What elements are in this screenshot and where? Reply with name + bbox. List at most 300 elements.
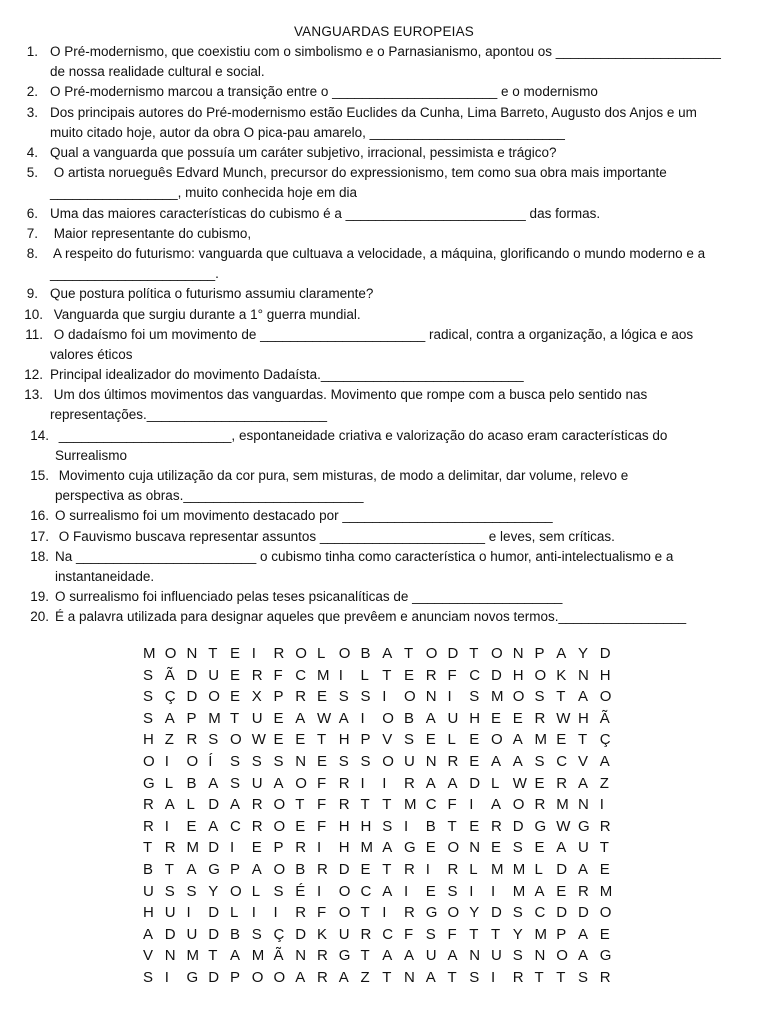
- word-search-letter: C: [425, 796, 437, 814]
- word-search-letter: U: [208, 666, 220, 684]
- word-search-letter: A: [578, 860, 589, 878]
- word-search-letter: F: [273, 666, 283, 684]
- word-search-letter: S: [143, 666, 154, 684]
- word-search-letter: I: [317, 882, 322, 900]
- question-item: [0, 527, 768, 547]
- word-search-letter: O: [599, 904, 612, 922]
- word-search-letter: P: [186, 709, 197, 727]
- word-search-letter: L: [534, 860, 543, 878]
- word-search-letter: I: [338, 666, 343, 684]
- word-search-letter: H: [469, 709, 481, 727]
- question-number: 9.: [26, 286, 38, 302]
- word-search-letter: H: [143, 731, 154, 749]
- word-search-row: [143, 902, 622, 924]
- word-search-letter: B: [404, 709, 415, 727]
- word-search-letter: I: [469, 882, 474, 900]
- word-search-letter: M: [317, 666, 330, 684]
- word-search-letter: U: [251, 774, 263, 792]
- question-number: 17.: [30, 528, 49, 544]
- word-search-letter: N: [404, 968, 415, 986]
- word-search-letter: G: [534, 817, 547, 835]
- question-text: Maior representante do cubismo,: [50, 225, 252, 241]
- word-search-letter: O: [338, 882, 351, 900]
- question-text: valores éticos: [50, 346, 133, 362]
- word-search-letter: G: [425, 904, 438, 922]
- word-search-letter: O: [382, 709, 394, 727]
- word-search-letter: A: [164, 796, 175, 814]
- word-search-letter: G: [404, 839, 416, 857]
- word-search-letter: I: [469, 796, 474, 814]
- word-search-letter: A: [382, 882, 393, 900]
- word-search-letter: I: [360, 774, 365, 792]
- question-item: [0, 42, 768, 82]
- word-search-letter: S: [382, 817, 393, 835]
- word-search-letter: I: [317, 839, 322, 857]
- question-item: [0, 466, 768, 506]
- word-search-letter: Y: [512, 925, 523, 943]
- word-search-letter: A: [338, 709, 349, 727]
- word-search-letter: O: [382, 752, 394, 770]
- word-search-letter: R: [317, 947, 328, 965]
- word-search-letter: A: [578, 925, 589, 943]
- word-search-letter: G: [599, 947, 612, 965]
- word-search-letter: D: [512, 817, 524, 835]
- word-search-letter: O: [295, 774, 307, 792]
- word-search-letter: I: [425, 860, 430, 878]
- word-search-letter: D: [164, 925, 176, 943]
- word-search-letter: S: [230, 774, 241, 792]
- word-search-letter: R: [360, 925, 372, 943]
- word-search-letter: E: [230, 645, 241, 662]
- word-search-letter: E: [186, 817, 197, 835]
- word-search-letter: A: [382, 645, 393, 662]
- word-search-letter: R: [534, 709, 546, 727]
- word-search-letter: A: [273, 774, 284, 792]
- word-search-letter: Ç: [273, 925, 285, 943]
- word-search-letter: U: [491, 947, 502, 965]
- word-search-letter: H: [578, 709, 589, 727]
- question-item: [0, 547, 768, 587]
- word-search-letter: A: [512, 731, 523, 749]
- question-text: O surrealismo foi um movimento destacado por ____________________________: [55, 508, 553, 524]
- word-search-letter: A: [556, 645, 567, 662]
- word-search-row: [143, 837, 622, 859]
- word-search-letter: P: [273, 839, 284, 857]
- word-search-letter: N: [425, 752, 437, 770]
- question-item: [0, 587, 768, 607]
- word-search-letter: F: [317, 774, 327, 792]
- word-search-letter: I: [186, 904, 191, 922]
- word-search-letter: M: [512, 882, 526, 900]
- word-search-letter: D: [491, 904, 502, 922]
- word-search-letter: T: [491, 925, 501, 943]
- word-search-letter: O: [164, 645, 177, 662]
- word-search-letter: U: [404, 752, 415, 770]
- word-search-letter: U: [425, 947, 437, 965]
- word-search-letter: E: [534, 839, 545, 857]
- word-search-letter: N: [295, 752, 307, 770]
- word-search-letter: R: [447, 860, 459, 878]
- word-search-letter: O: [273, 796, 286, 814]
- word-search-letter: R: [512, 968, 524, 986]
- word-search-letter: R: [404, 860, 415, 878]
- question-text: Um dos últimos movimentos das vanguardas. Movimento que rompe com a busca pelo sentido nas: [50, 387, 648, 403]
- questions-list: [0, 42, 768, 628]
- word-search-letter: A: [491, 752, 502, 770]
- word-search-letter: T: [143, 839, 153, 857]
- word-search-letter: R: [186, 731, 198, 749]
- question-text: Que postura política o futurismo assumiu claramente?: [50, 286, 374, 302]
- question-number: 2.: [26, 84, 38, 100]
- question-text: Dos principais autores do Pré-modernismo estão Euclides da Cunha, Lima Barreto, Augusto dos Anjos e um: [50, 104, 697, 120]
- word-search-letter: O: [404, 688, 416, 706]
- word-search-letter: O: [447, 839, 460, 857]
- word-search-letter: T: [317, 731, 327, 749]
- word-search-letter: F: [447, 796, 457, 814]
- word-search-letter: A: [578, 774, 589, 792]
- word-search-letter: T: [230, 709, 240, 727]
- question-number: 18.: [30, 548, 49, 564]
- word-search-letter: Y: [208, 882, 219, 900]
- word-search-letter: O: [208, 688, 220, 706]
- word-search-letter: I: [164, 752, 169, 770]
- word-search-letter: O: [273, 860, 286, 878]
- word-search-letter: D: [186, 666, 198, 684]
- word-search-letter: Ã: [164, 666, 175, 684]
- question-number: 19.: [30, 589, 49, 605]
- word-search-letter: G: [338, 947, 351, 965]
- word-search-letter: A: [425, 774, 436, 792]
- word-search-row: [143, 643, 622, 665]
- word-search-letter: A: [382, 947, 393, 965]
- question-text: A respeito do futurismo: vanguarda que cultuava a velocidade, a máquina, glorificando o mundo moderno e a: [50, 245, 706, 261]
- word-search-letter: R: [251, 796, 263, 814]
- word-search-letter: M: [360, 839, 373, 857]
- word-search-letter: O: [425, 645, 438, 662]
- word-search-letter: O: [251, 968, 264, 986]
- word-search-letter: Ã: [599, 709, 610, 727]
- word-search-letter: W: [556, 709, 571, 727]
- word-search-letter: D: [491, 666, 502, 684]
- word-search-letter: N: [469, 947, 481, 965]
- question-item: [0, 325, 768, 365]
- question-item: [0, 365, 768, 385]
- word-search-letter: M: [251, 947, 265, 965]
- question-number: 14.: [30, 427, 49, 443]
- word-search-letter: A: [534, 882, 545, 900]
- word-search-letter: R: [404, 774, 415, 792]
- word-search-letter: D: [578, 904, 589, 922]
- word-search-row: [143, 751, 622, 773]
- word-search-letter: K: [556, 666, 567, 684]
- word-search-letter: I: [360, 709, 365, 727]
- word-search-letter: Z: [360, 968, 370, 986]
- word-search-letter: T: [208, 645, 218, 662]
- word-search-letter: E: [404, 666, 415, 684]
- word-search-letter: E: [599, 860, 610, 878]
- word-search-letter: N: [512, 645, 524, 662]
- word-search-letter: A: [382, 839, 393, 857]
- question-item: [0, 82, 768, 102]
- word-search-letter: C: [360, 882, 372, 900]
- word-search-letter: R: [164, 839, 176, 857]
- question-text: Qual a vanguarda que possuía um caráter subjetivo, irracional, pessimista e trágico?: [50, 144, 557, 160]
- word-search-letter: S: [425, 925, 436, 943]
- word-search-letter: M: [186, 839, 199, 857]
- word-search-letter: S: [338, 752, 349, 770]
- word-search-letter: R: [251, 817, 263, 835]
- word-search-row: [143, 816, 622, 838]
- question-number: 13.: [24, 387, 43, 403]
- word-search-letter: T: [360, 796, 370, 814]
- word-search-letter: L: [251, 882, 261, 900]
- word-search-letter: O: [447, 904, 460, 922]
- word-search-letter: O: [338, 904, 351, 922]
- question-text: Principal idealizador do movimento Dadaísta.___________________________: [50, 367, 524, 383]
- word-search-letter: R: [338, 774, 350, 792]
- word-search-letter: T: [469, 925, 479, 943]
- word-search-letter: A: [295, 968, 306, 986]
- word-search-letter: E: [295, 731, 306, 749]
- word-search-letter: A: [143, 925, 154, 943]
- question-number: 6.: [26, 205, 38, 221]
- word-search-letter: T: [556, 688, 566, 706]
- question-text: muito citado hoje, autor da obra O pica-pau amarelo, __________________________: [50, 124, 565, 140]
- question-text: O Pré-modernismo, que coexistiu com o simbolismo e o Parnasianismo, apontou os ______________________: [50, 44, 721, 59]
- word-search-letter: R: [295, 904, 307, 922]
- word-search-letter: C: [556, 752, 568, 770]
- word-search-letter: L: [447, 731, 456, 749]
- question-text: Uma das maiores características do cubismo é a ________________________ das formas.: [50, 205, 601, 221]
- word-search-letter: D: [208, 968, 220, 986]
- word-search-letter: I: [164, 817, 169, 835]
- word-search-letter: E: [317, 688, 328, 706]
- question-item: [0, 426, 768, 466]
- word-search-letter: E: [295, 817, 306, 835]
- word-search-row: [143, 729, 622, 751]
- word-search-letter: S: [360, 688, 371, 706]
- question-number: 11.: [25, 326, 43, 342]
- word-search-letter: S: [273, 752, 284, 770]
- word-search-letter: N: [295, 947, 307, 965]
- word-search-row: [143, 686, 622, 708]
- word-search-letter: Z: [599, 774, 609, 792]
- question-number: 4.: [26, 144, 38, 160]
- question-text: ______________________.: [50, 266, 219, 282]
- word-search-letter: E: [469, 752, 480, 770]
- word-search-letter: O: [338, 645, 351, 662]
- word-search-letter: S: [186, 882, 197, 900]
- word-search-letter: E: [556, 882, 567, 900]
- word-search-row: [143, 945, 622, 967]
- word-search-letter: U: [251, 709, 263, 727]
- word-search-letter: R: [425, 666, 437, 684]
- word-search-letter: A: [447, 774, 458, 792]
- word-search-letter: E: [273, 709, 284, 727]
- word-search-letter: T: [599, 839, 609, 857]
- question-item: [0, 143, 768, 163]
- word-search-letter: É: [295, 882, 306, 900]
- word-search-letter: P: [230, 860, 241, 878]
- word-search-letter: R: [599, 817, 611, 835]
- word-search-letter: F: [404, 925, 414, 943]
- word-search-letter: F: [447, 925, 457, 943]
- word-search-letter: A: [425, 709, 436, 727]
- word-search-letter: A: [186, 860, 197, 878]
- word-search-letter: F: [317, 817, 327, 835]
- word-search-letter: I: [382, 688, 387, 706]
- word-search-letter: A: [556, 839, 567, 857]
- word-search-letter: S: [404, 731, 415, 749]
- word-search-row: [143, 773, 622, 795]
- word-search-letter: P: [556, 925, 567, 943]
- word-search-letter: D: [556, 904, 568, 922]
- word-search-letter: S: [143, 709, 154, 727]
- word-search-letter: O: [143, 752, 155, 770]
- word-search-row: [143, 881, 622, 903]
- word-search-letter: M: [404, 796, 417, 814]
- word-search-letter: C: [382, 925, 394, 943]
- word-search-letter: O: [230, 882, 242, 900]
- word-search-letter: S: [360, 752, 371, 770]
- word-search-letter: Ç: [164, 688, 176, 706]
- word-search-letter: R: [534, 796, 546, 814]
- word-search-letter: R: [317, 968, 328, 986]
- word-search-letter: S: [273, 882, 284, 900]
- word-search-letter: F: [447, 666, 457, 684]
- question-text: _________________, muito conhecida hoje em dia: [50, 185, 357, 201]
- word-search-letter: R: [317, 860, 328, 878]
- word-search-letter: A: [208, 774, 219, 792]
- word-search-letter: R: [599, 968, 611, 986]
- word-search-letter: T: [534, 968, 544, 986]
- word-search-letter: T: [556, 968, 566, 986]
- word-search-letter: L: [164, 774, 174, 792]
- word-search-letter: N: [186, 645, 198, 662]
- word-search-letter: H: [512, 666, 524, 684]
- question-text: É a palavra utilizada para designar aqueles que prevêem e anunciam novos termos._________________: [55, 609, 687, 625]
- word-search-letter: M: [186, 947, 199, 965]
- word-search-letter: T: [164, 860, 174, 878]
- word-search-letter: I: [164, 968, 169, 986]
- word-search-letter: U: [143, 882, 154, 900]
- question-item: [0, 103, 768, 143]
- question-text: Na ________________________ o cubismo tinha como característica o humor, anti-intelectualismo e a: [55, 548, 674, 564]
- word-search-letter: V: [143, 947, 154, 965]
- word-search-letter: T: [447, 817, 457, 835]
- word-search-letter: R: [338, 796, 350, 814]
- word-search-letter: S: [512, 839, 523, 857]
- word-search-letter: N: [164, 947, 176, 965]
- question-text: Surrealismo: [55, 447, 128, 463]
- word-search-letter: O: [230, 731, 242, 749]
- word-search-letter: I: [491, 882, 496, 900]
- question-text: perspectiva as obras.________________________: [55, 488, 364, 504]
- word-search-letter: T: [578, 731, 588, 749]
- word-search-letter: D: [338, 860, 350, 878]
- word-search-letter: H: [338, 731, 350, 749]
- word-search-letter: S: [512, 904, 523, 922]
- word-search-letter: M: [143, 645, 156, 662]
- word-search-letter: M: [534, 731, 547, 749]
- word-search-letter: I: [230, 839, 235, 857]
- word-search-letter: E: [469, 817, 480, 835]
- word-search-letter: S: [578, 968, 589, 986]
- word-search-letter: E: [556, 731, 567, 749]
- word-search-letter: W: [317, 709, 332, 727]
- word-search-letter: D: [295, 925, 307, 943]
- word-search-letter: T: [382, 796, 392, 814]
- word-search-letter: M: [491, 860, 504, 878]
- word-search-letter: I: [491, 968, 496, 986]
- word-search-row: [143, 794, 622, 816]
- word-search-letter: A: [404, 947, 415, 965]
- word-search-letter: C: [534, 904, 546, 922]
- question-number: 7.: [26, 225, 38, 241]
- word-search-letter: O: [599, 688, 612, 706]
- question-item: [0, 244, 768, 284]
- word-search-letter: S: [208, 731, 219, 749]
- word-search-letter: R: [491, 817, 502, 835]
- word-search-letter: A: [338, 968, 349, 986]
- word-search-letter: U: [578, 839, 589, 857]
- word-search-letter: C: [230, 817, 241, 835]
- word-search-letter: O: [273, 968, 286, 986]
- word-search-letter: O: [556, 947, 568, 965]
- word-search-letter: Ã: [273, 947, 284, 965]
- word-search-letter: E: [491, 839, 502, 857]
- word-search-letter: S: [338, 688, 349, 706]
- word-search-letter: R: [143, 796, 154, 814]
- word-search-letter: L: [491, 774, 500, 792]
- word-search-letter: A: [425, 968, 436, 986]
- word-search-letter: I: [273, 904, 278, 922]
- word-search-letter: H: [338, 839, 350, 857]
- word-search-grid: [143, 643, 622, 989]
- question-number: 12.: [24, 367, 43, 383]
- word-search-letter: T: [382, 666, 392, 684]
- question-item: [0, 284, 768, 304]
- word-search-letter: G: [143, 774, 155, 792]
- word-search-letter: T: [360, 904, 370, 922]
- word-search-letter: F: [317, 904, 327, 922]
- word-search-letter: A: [491, 796, 502, 814]
- question-text: O artista norueguês Edvard Munch, precursor do expressionismo, tem como sua obra mais importante: [50, 165, 667, 181]
- word-search-letter: A: [164, 709, 175, 727]
- word-search-letter: I: [251, 645, 256, 662]
- word-search-letter: E: [469, 731, 480, 749]
- word-search-letter: M: [534, 925, 547, 943]
- word-search-letter: D: [208, 925, 220, 943]
- word-search-letter: S: [534, 688, 545, 706]
- question-text: representações.________________________: [50, 407, 328, 423]
- word-search-letter: D: [469, 774, 481, 792]
- word-search-letter: A: [295, 709, 306, 727]
- word-search-letter: Z: [164, 731, 174, 749]
- word-search-letter: B: [230, 925, 241, 943]
- word-search-letter: W: [512, 774, 527, 792]
- word-search-letter: M: [599, 882, 613, 900]
- word-search-letter: S: [143, 968, 154, 986]
- word-search-letter: D: [556, 860, 568, 878]
- word-search-letter: N: [578, 666, 589, 684]
- word-search-letter: E: [534, 774, 545, 792]
- word-search-letter: E: [317, 752, 328, 770]
- question-item: [0, 163, 768, 203]
- word-search-letter: A: [578, 947, 589, 965]
- question-item: [0, 305, 768, 325]
- word-search-letter: C: [295, 666, 307, 684]
